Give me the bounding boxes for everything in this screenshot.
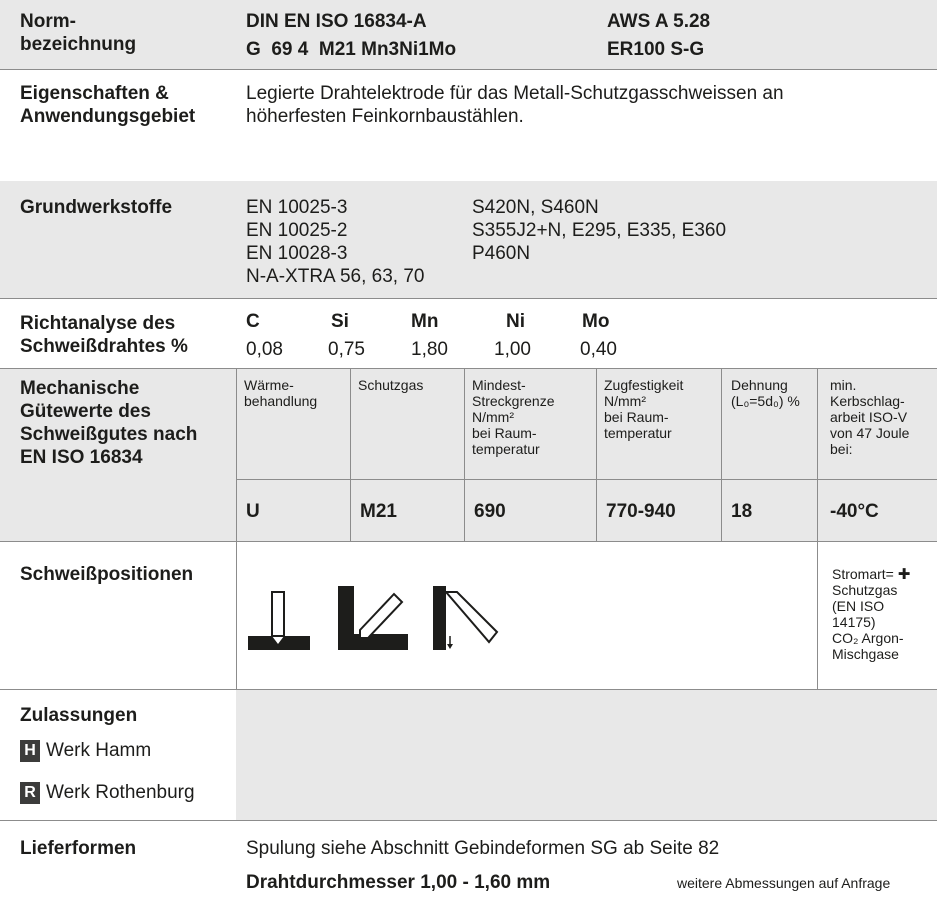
approval-text: Werk Rothenburg [46,782,195,803]
norm-band [0,0,937,69]
din-designation: DIN EN ISO 16834-A [246,11,427,32]
divider [0,69,937,70]
eigenschaften-label: Eigenschaften & Anwendungsgebiet [20,83,196,127]
drahtdurchmesser: Drahtdurchmesser 1,00 - 1,60 mm [246,872,551,893]
mechanik-label: Mechanische Gütewerte des Schweißgutes nach EN ISO 16834 [20,378,198,468]
element-value: 0,08 [246,339,283,360]
divider [0,689,937,690]
element-value: 0,40 [580,339,617,360]
grundwerkstoff-grades: S420N, S460N [472,197,599,218]
zulassungen-label: Zulassungen [20,705,138,726]
value-schutzgas: M21 [360,501,397,522]
value-streckgrenze: 690 [474,501,506,522]
schutzgas-info: Schutzgas (EN ISO 14175) CO₂ Argon- Mischgase [832,582,904,662]
element-symbol: C [246,311,260,332]
grundwerkstoff-norm: EN 10025-2 [246,220,348,241]
header-waermebehandlung: Wärme- behandlung [244,377,318,409]
divider [0,298,937,299]
aws-designation: AWS A 5.28 [607,11,711,32]
approval-item [20,781,195,804]
approval-text: Werk Hamm [46,740,152,761]
element-value: 0,75 [328,339,365,360]
positionen-label: Schweißpositionen [20,564,194,585]
header-dehnung: Dehnung (L₀=5d₀) % [731,377,800,409]
approval-item [20,739,151,762]
divider [236,368,237,689]
divider [236,479,937,480]
element-symbol: Mo [582,311,610,332]
grundwerkstoff-norm: N-A-XTRA 56, 63, 70 [246,266,425,287]
lieferformen-text: Spulung siehe Abschnitt Gebindeformen SG ab Seite 82 [246,838,720,859]
header-schutzgas: Schutzgas [358,377,424,393]
stromart-line [832,566,910,583]
divider [464,368,465,541]
element-symbol: Si [331,311,349,332]
divider [721,368,722,541]
grundwerkstoff-norm: EN 10028-3 [246,243,348,264]
header-kerbschlagarbeit: min. Kerbschlag- arbeit ISO-V von 47 Joule bei: [830,377,910,457]
element-symbol: Mn [411,311,439,332]
aws-class: ER100 S-G [607,39,705,60]
element-value: 1,00 [494,339,531,360]
lieferformen-label: Lieferformen [20,838,137,859]
din-class: G 69 4 M21 Mn3Ni1Mo [246,39,457,60]
lieferformen-note: weitere Abmessungen auf Anfrage [677,875,891,891]
eigenschaften-text: Legierte Drahtelektrode für das Metall-Schutzgasschweissen an höherfesten Feinkornbaustählen. [246,83,784,127]
divider [0,820,937,821]
divider [0,541,937,542]
divider [817,368,818,689]
header-zugfestigkeit: Zugfestigkeit N/mm² bei Raum- temperatur [604,377,684,441]
norm-label: Norm- bezeichnung [20,11,137,55]
value-waermebehandlung: U [246,501,260,522]
divider [350,368,351,541]
value-dehnung: 18 [731,501,753,522]
element-value: 1,80 [411,339,448,360]
weld-position-pa-icon [248,586,310,652]
divider [596,368,597,541]
grundwerkstoff-grades: P460N [472,243,531,264]
weld-position-pf-icon [433,586,501,652]
divider [0,368,937,369]
header-streckgrenze: Mindest- Streckgrenze N/mm² bei Raum- temperatur [472,377,555,457]
plus-icon: ✚ [897,566,911,583]
value-zugfestigkeit: 770-940 [606,501,676,522]
element-symbol: Ni [506,311,525,332]
value-kerbschlagarbeit: -40°C [830,501,879,522]
approval-badge-r: R [20,782,40,804]
approval-badge-h: H [20,740,40,762]
grundwerkstoffe-label: Grundwerkstoffe [20,197,173,218]
zulassungen-band [236,689,937,820]
richtanalyse-label: Richtanalyse des Schweißdrahtes % [20,313,188,357]
grundwerkstoff-norm: EN 10025-3 [246,197,348,218]
weld-position-pb-icon [338,586,408,652]
grundwerkstoff-grades: S355J2+N, E295, E335, E360 [472,220,727,241]
stromart-label: Stromart= [832,566,894,582]
